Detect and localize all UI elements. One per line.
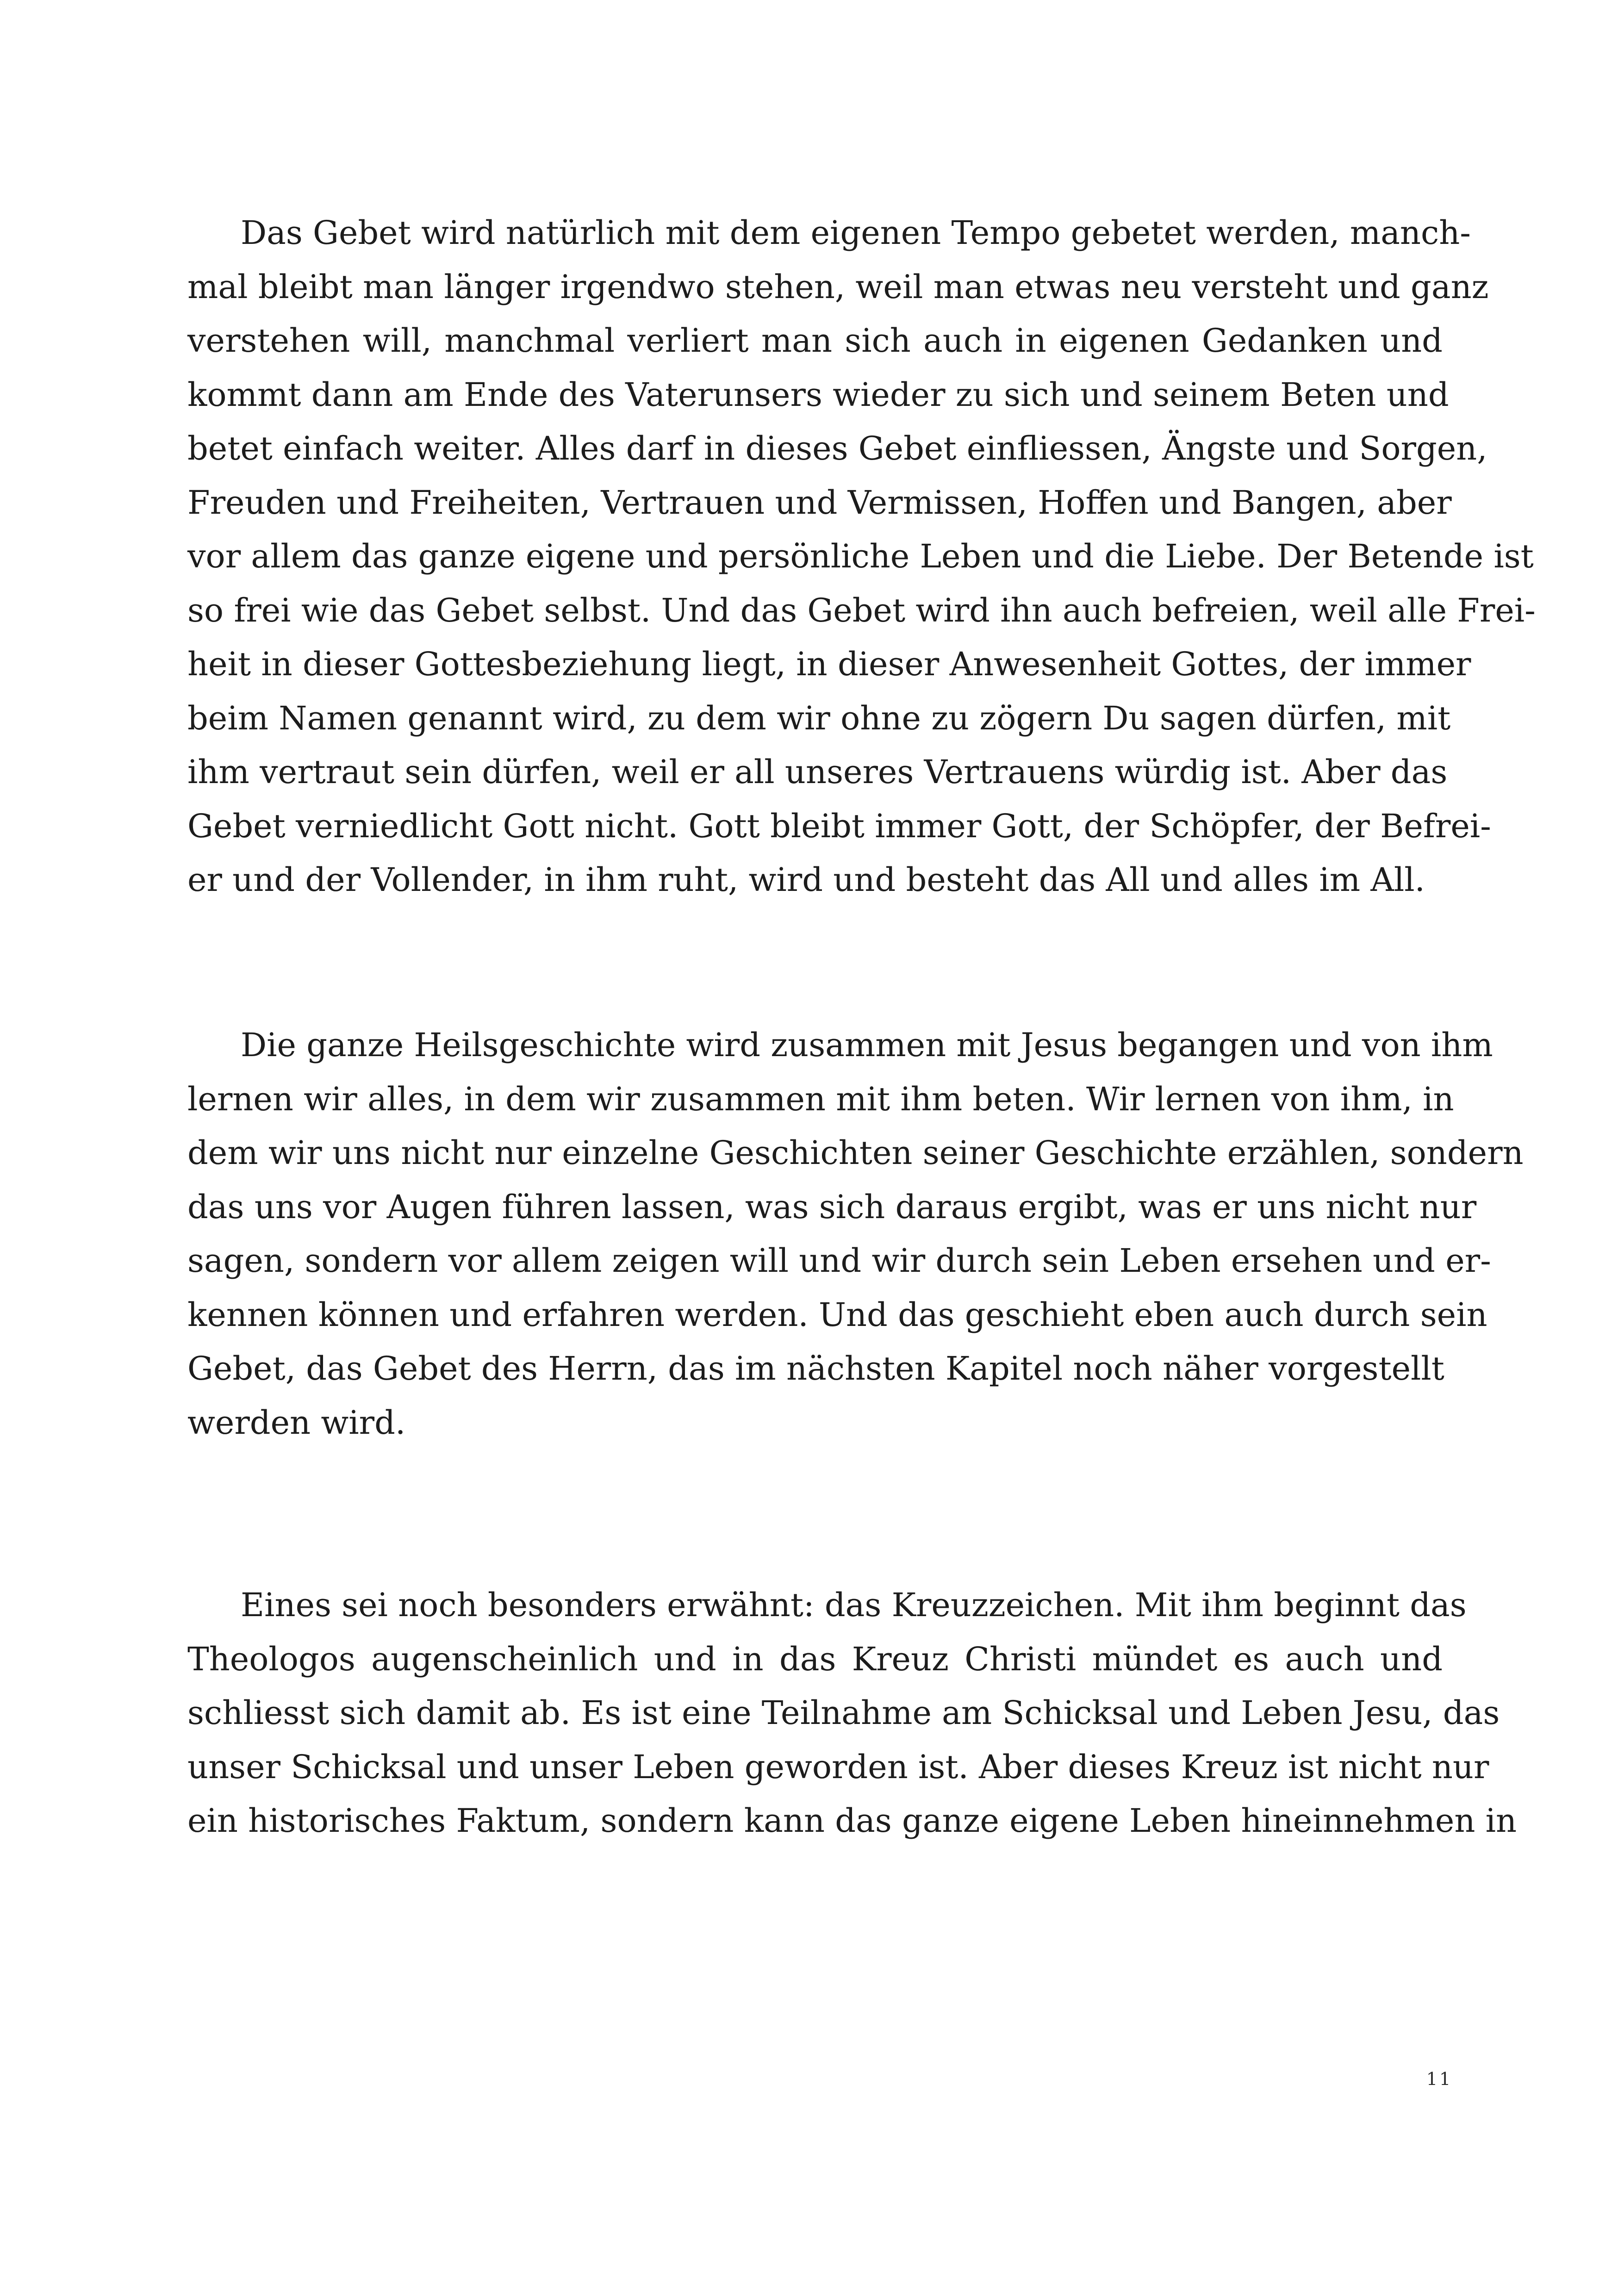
page-number: 11 [1426,2069,1453,2089]
paragraph-line: Das Gebet wird natürlich mit dem eigenen Tempo gebetet werden, manch- [241,214,1471,252]
paragraph-line: vor allem das ganze eigene und persönliche Leben und die Liebe. Der Betende ist [187,537,1534,575]
paragraph-line: ihm vertraut sein dürfen, weil er all unseres Vertrauens würdig ist. Aber das [187,753,1448,791]
paragraph-2 [187,1018,1524,1450]
paragraph-line: Gebet verniedlicht Gott nicht. Gott bleibt immer Gott, der Schöpfer, der Befrei- [187,807,1491,845]
paragraph-1 [187,206,1536,907]
paragraph-line: mal bleibt man länger irgendwo stehen, weil man etwas neu versteht und ganz [187,268,1489,306]
paragraph-line: heit in dieser Gottesbeziehung liegt, in dieser Anwesenheit Gottes, der immer [187,645,1471,683]
paragraph-line: Gebet, das Gebet des Herrn, das im nächsten Kapitel noch näher vorgestellt [187,1350,1444,1388]
paragraph-line: Die ganze Heilsgeschichte wird zusammen mit Jesus begangen und von ihm [241,1026,1493,1064]
paragraph-line: kommt dann am Ende des Vaterunsers wieder zu sich und seinem Beten und [187,375,1449,414]
paragraph-line: das uns vor Augen führen lassen, was sich daraus ergibt, was er uns nicht nur [187,1188,1477,1226]
paragraph-line: betet einfach weiter. Alles darf in dieses Gebet einfliessen, Ängste und Sorgen, [187,429,1487,467]
paragraph-line: er und der Vollender, in ihm ruht, wird und besteht das All und alles im All. [187,861,1425,899]
paragraph-3 [187,1578,1517,1848]
paragraph-line: lernen wir alles, in dem wir zusammen mit ihm beten. Wir lernen von ihm, in [187,1080,1454,1118]
paragraph-line: unser Schicksal und unser Leben geworden ist. Aber dieses Kreuz ist nicht nur [187,1748,1489,1786]
paragraph-line: sagen, sondern vor allem zeigen will und wir durch sein Leben ersehen und er- [187,1242,1491,1280]
paragraph-line: werden wird. [187,1403,406,1442]
paragraph-line: so frei wie das Gebet selbst. Und das Gebet wird ihn auch befreien, weil alle Frei- [187,591,1536,629]
paragraph-line: schliesst sich damit ab. Es ist eine Teilnahme am Schicksal und Leben Jesu, das [187,1694,1500,1732]
paragraph-line: Theologos augenscheinlich und in das Kreuz Christi mündet es auch und [187,1640,1443,1678]
paragraph-line: beim Namen genannt wird, zu dem wir ohne zu zögern Du sagen dürfen, mit [187,699,1451,737]
paragraph-line: verstehen will, manchmal verliert man sich auch in eigenen Gedanken und [187,322,1443,360]
paragraph-line: ein historisches Faktum, sondern kann das ganze eigene Leben hineinnehmen in [187,1802,1517,1840]
paragraph-line: kennen können und erfahren werden. Und das geschieht eben auch durch sein [187,1295,1487,1334]
paragraph-line: Eines sei noch besonders erwähnt: das Kreuzzeichen. Mit ihm beginnt das [241,1586,1467,1624]
paragraph-line: Freuden und Freiheiten, Vertrauen und Vermissen, Hoffen und Bangen, aber [187,483,1452,522]
paragraph-line: dem wir uns nicht nur einzelne Geschichten seiner Geschichte erzählen, sondern [187,1134,1524,1172]
